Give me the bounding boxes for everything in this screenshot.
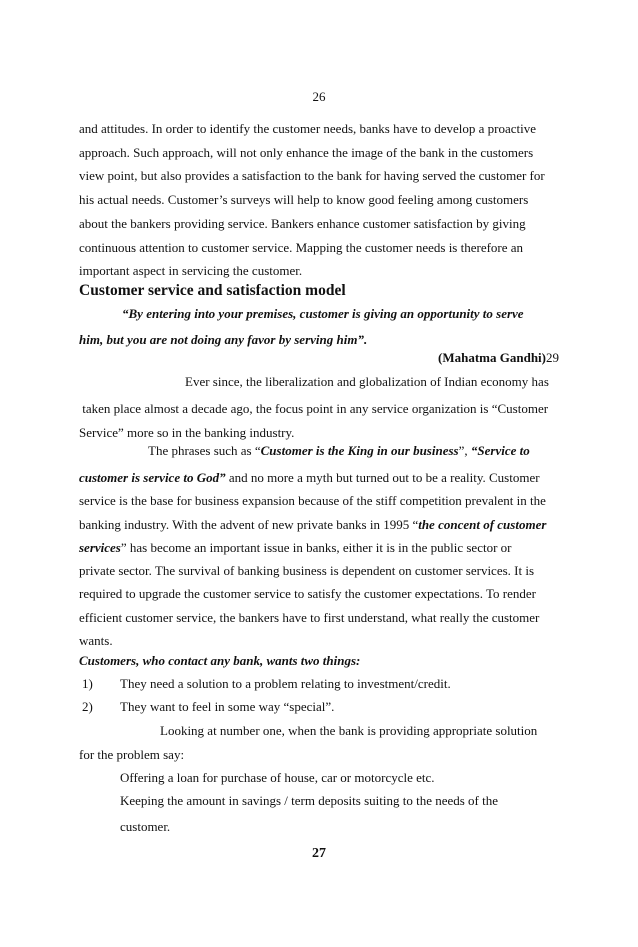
- para-line: service is the base for business expansion because of the stiff competition prevalent in the: [79, 493, 546, 509]
- list-item-text: They want to feel in some way “special”.: [120, 699, 335, 714]
- intro-paragraph: [79, 117, 559, 283]
- indented-line: customer.: [120, 819, 171, 834]
- para-line: view point, but also provides a satisfaction to the bank for having served the customer for: [79, 168, 545, 184]
- quote-attribution: [438, 350, 559, 366]
- list-item-number: 1): [82, 676, 93, 691]
- indented-line: Offering a loan for purchase of house, car or motorcycle etc.: [120, 770, 435, 785]
- text-run: banking industry. With the advent of new private banks in 1995 “: [79, 516, 419, 532]
- para-line: continuous attention to customer service. Mapping the customer needs is therefore an: [79, 239, 524, 255]
- emphasis-run: “Service to: [470, 443, 530, 458]
- text-run: ”,: [458, 443, 471, 458]
- header-page-number: 26: [312, 89, 326, 104]
- para4-line-2: for the problem say:: [79, 747, 185, 762]
- para3-line-1: [148, 443, 559, 459]
- text-run: The phrases such as “: [148, 443, 261, 458]
- para-line: his actual needs. Customer’s surveys will help to know good feeling among customers: [79, 192, 529, 208]
- emphasis-run: the concent of customer: [418, 516, 547, 532]
- subheading: Customers, who contact any bank, wants two things:: [79, 653, 361, 668]
- para3-rest: [79, 466, 559, 652]
- quote-line-2: him, but you are not doing any favor by serving him”.: [79, 332, 368, 347]
- footnote-marker: 29: [546, 350, 559, 365]
- para-line: approach. Such approach, will not only enhance the image of the bank in the customers: [79, 144, 534, 160]
- list-item-number: 2): [82, 699, 93, 714]
- para-line: important aspect in servicing the customer.: [79, 263, 303, 279]
- emphasis-run: Customer is the King in our business: [260, 443, 459, 458]
- para-line: wants.: [79, 633, 113, 649]
- para-line: Service” more so in the banking industry.: [79, 424, 295, 440]
- para-line: [79, 536, 559, 559]
- section-heading: Customer service and satisfaction model: [79, 282, 346, 299]
- para-line: required to upgrade the customer service to satisfy the customer expectations. To render: [79, 586, 536, 602]
- quote-line-1: “By entering into your premises, customer is giving an opportunity to serve: [122, 306, 524, 321]
- attribution-name: (Mahatma Gandhi): [438, 350, 546, 365]
- para2-line-1: Ever since, the liberalization and globalization of Indian economy has: [185, 374, 549, 389]
- emphasis-run: customer is service to God”: [79, 470, 226, 485]
- footer-page-number: 27: [312, 846, 326, 861]
- para-line: private sector. The survival of banking business is dependent on customer services. It is: [79, 563, 535, 579]
- para4-line-1: Looking at number one, when the bank is providing appropriate solution: [160, 723, 538, 738]
- para-line: about the bankers providing service. Bankers enhance customer satisfaction by giving: [79, 215, 526, 231]
- para2-rest: [79, 397, 559, 444]
- para-line: taken place almost a decade ago, the focus point in any service organization is “Customer: [79, 401, 549, 416]
- indented-line: Keeping the amount in savings / term deposits suiting to the needs of the: [120, 793, 499, 808]
- emphasis-run: services: [79, 539, 121, 555]
- para-line: [79, 466, 559, 489]
- list-item-text: They need a solution to a problem relating to investment/credit.: [120, 676, 451, 691]
- text-run: and no more a myth but turned out to be a reality. Customer: [225, 470, 540, 485]
- para-line: and attitudes. In order to identify the customer needs, banks have to develop a proactive: [79, 121, 537, 136]
- text-run: ” has become an important issue in banks, either it is in the public sector or: [120, 539, 512, 555]
- para-line: [79, 513, 559, 536]
- para-line: efficient customer service, the bankers have to first understand, what really the customer: [79, 609, 540, 625]
